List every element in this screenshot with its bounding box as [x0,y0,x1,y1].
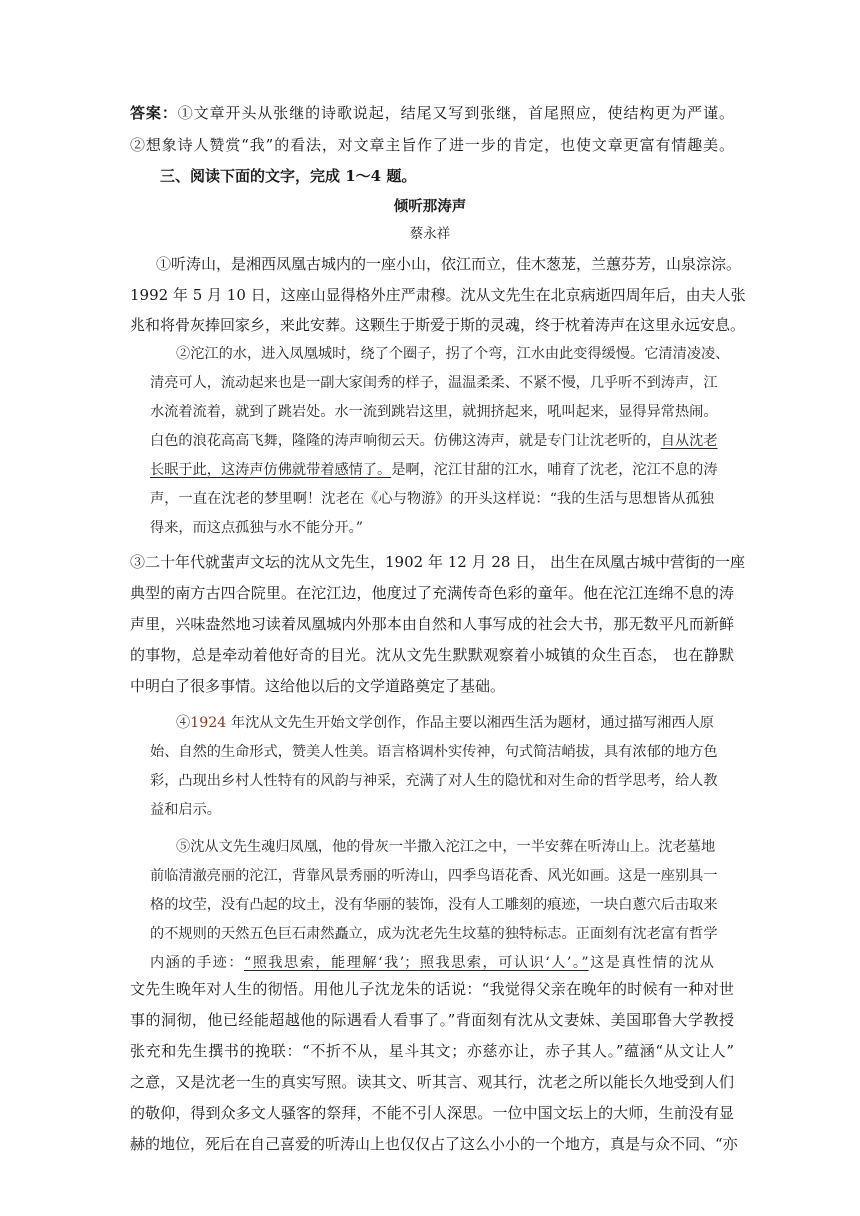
p5-line-3: 格的坟茔，没有凸起的坟土，没有华丽的装饰，没有人工雕刻的痕迹，一块白蔥穴后击取来 [150,897,718,913]
p4-marker: ④ [176,715,191,731]
inscription-part-2: 照我思索，可认识‘人’。” [418,955,589,971]
p5-line-9: 之意，又是沈老一生的真实写照。读其文、听其言、观其行，沈老之所以能长久地受到人们 [130,1073,734,1091]
p3-line-4: 的事物，总是牵动着他好奇的目光。沈从文先生默默观察着小城镇的众生百态， 也在静默 [130,646,734,664]
p5-line-11: 赫的地位，死后在自己喜爱的听涛山上也仅仅占了这么小小的一个地方，真是与众不同、“亦 [130,1135,738,1153]
p5-line-5-end: 这是真性情的沈从 [588,955,714,971]
p5-line-6: 文先生晚年对人生的彻悟。用他儿子沈龙朱的话说：“我觉得父亲在晚年的时候有一种对世 [130,980,734,998]
p5-line-5 [150,951,714,975]
answer-line-2: ②想象诗人赞赏“我”的看法，对文章主旨作了进一步的肯定，也使文章更富有情趣美。 [130,136,734,154]
p5-line-7: 事的洞彻，他已经能超越他的际遇看人看事了。”背面刻有沈从文妻妹、美国耶鲁大学教授 [130,1011,734,1029]
answer-label: 答案： [130,104,178,122]
p5-line-5-start: 内涵的手迹： [150,955,244,971]
p4-line-3: 彩，凸现出乡村人性特有的风韵与神采，充满了对人生的隐忧和对生命的哲学思考，给人教 [150,773,718,789]
article-title: 倾听那涛声 [393,198,467,215]
underlined-sentence-end: 长眠于此，这涛声仿佛就带着感情了。 [150,462,392,478]
p2-line-2: 清亮可人，流动起来也是一副大家闺秀的样子，温温柔柔、不紧不慢，几乎听不到涛声，江 [150,375,718,391]
p2-line-3: 水流着流着，就到了跳岩处。水一流到跳岩这里，就拥挤起来，吼叫起来，显得异常热闹。 [150,404,718,420]
p1-line-1: ①听涛山，是湘西凤凰古城内的一座小山，依江而立，佳木葱茏，兰蕙芬芳，山泉淙淙。 [156,255,742,273]
p4-line-1-text: 年沈从文先生开始文学创作，作品主要以湘西生活为题材，通过描写湘西人原 [226,715,714,731]
p3-line-2: 典型的南方古四合院里。在沱江边，他度过了充满传奇色彩的童年。他在沱江连绵不息的涛 [130,584,734,602]
p4-line-4: 益和启示。 [150,802,221,818]
answer-text-1: ①文章开头从张继的诗歌说起，结尾又写到张继，首尾照应，使结构更为严谨。 [177,104,734,122]
p1-line-3: 兆和将骨灰捧回家乡，来此安葬。这颗生于斯爱于斯的灵魂，终于枕着涛声在这里永远安息。 [130,316,746,334]
p3-line-3: 声里，兴味盎然地习读着凤凰城内外那本由自然和人事写成的社会大书，那无数平凡而新鲜 [130,615,734,633]
article-author: 蔡永祥 [409,226,451,242]
answer-line-1 [130,101,734,125]
p1-line-2: 1992 年 5 月 10 日，这座山显得格外庄严肃穆。沈从文先生在北京病逝四周年后，由夫人张 [130,286,746,304]
p5-line-4: 的不规则的天然五色巨石肃然矗立，成为沈老先生坟墓的独特标志。正面刻有沈老富有哲学 [150,926,718,942]
p5-line-1: ⑤沈从文先生魂归凤凰，他的骨灰一半撒入沱江之中，一半安葬在听涛山上。沈老墓地 [176,839,716,855]
section-heading: 三、阅读下面的文字，完成 1～4 题。 [160,167,417,185]
p4-line-1 [176,711,714,735]
p5-line-8: 张充和先生撰书的挽联：“不折不从，星斗其文；亦慈亦让，赤子其人。”蕴涵“从文让人” [130,1042,734,1060]
p5-line-10: 的敬仰，得到众多文人骚客的祭拜，不能不引人深思。一位中国文坛上的大师，生前没有显 [130,1104,734,1122]
p2-line-5 [150,458,718,482]
p4-year: 1924 [190,715,227,731]
p3-line-1: ③二十年代就蜚声文坛的沈从文先生，1902 年 12 月 28 日， 出生在凤凰古城中营街的一座 [130,553,745,571]
p4-line-2: 始、自然的生命形式，赞美人性美。语言格调朴实传神，句式简洁峭拔，具有浓郁的地方色 [150,744,718,760]
p2-line-1: ②沱江的水，进入凤凰城时，绕了个圈子，拐了个弯，江水由此变得缓慢。它清清凌凌、 [176,346,730,362]
underlined-sentence-start: 自从沈老 [660,433,718,449]
p2-line-6: 声，一直在沈老的梦里啊！沈老在《心与物游》的开头这样说：“我的生活与思想皆从孤独 [150,491,714,507]
inscription-part-1: “照我思索，能理解‘我’； [244,955,419,971]
p2-line-4 [150,429,718,453]
p2-line-4-text: 白色的浪花高高飞舞，隆隆的涛声响彻云天。仿佛这涛声，就是专门让沈老听的， [150,433,661,449]
p5-line-2: 前临清澈亮丽的沱江，背靠风景秀丽的听涛山，四季鸟语花香、风光如画。这是一座别具一 [150,868,718,884]
p3-line-5: 中明白了很多事情。这给他以后的文学道路奠定了基础。 [130,677,506,695]
p2-line-7: 得来，而这点孤独与水不能分开。” [150,520,363,536]
p2-line-5-text: 是啊，沱江甘甜的江水，哺育了沈老，沱江不息的涛 [391,462,718,478]
